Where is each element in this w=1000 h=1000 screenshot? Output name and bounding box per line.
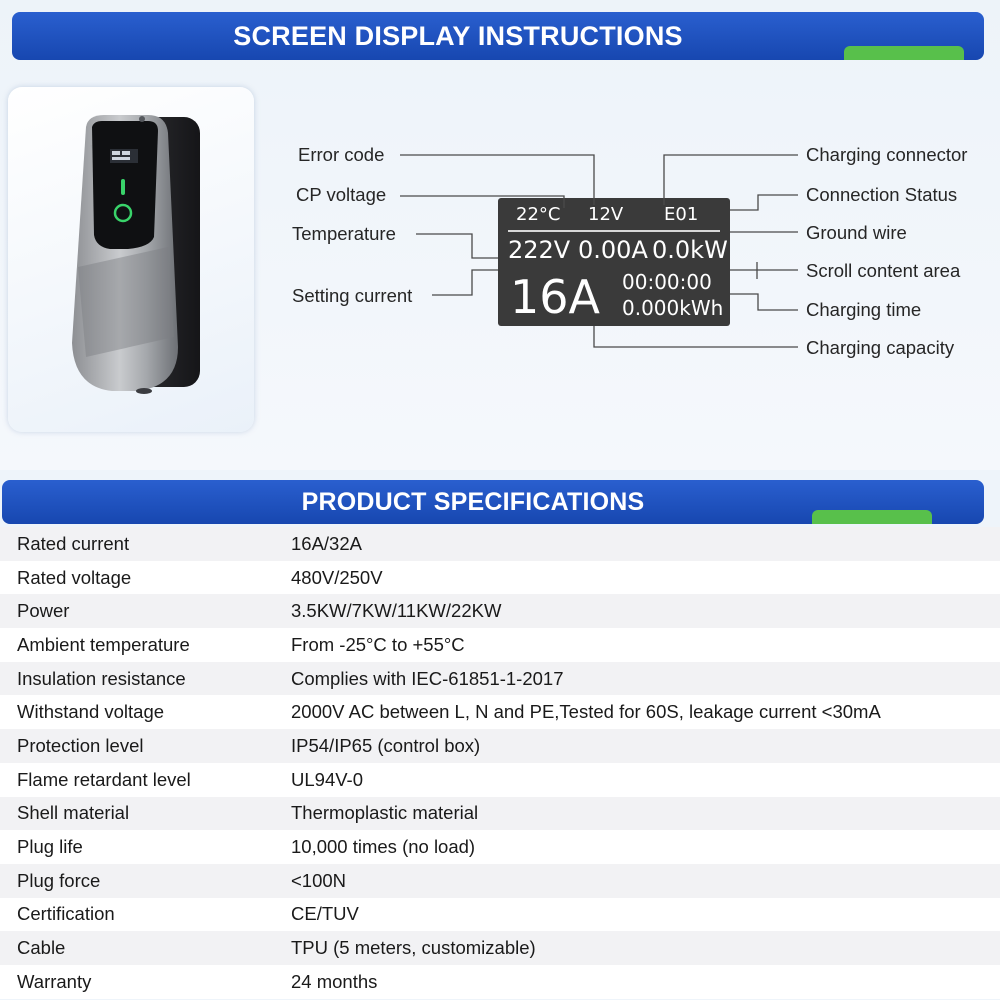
leader-temperature — [416, 234, 498, 258]
callout-cp-voltage: CP voltage — [296, 184, 387, 205]
spec-value: 3.5KW/7KW/11KW/22KW — [291, 600, 502, 622]
leader-charging-connector — [664, 155, 798, 205]
spec-row-shell-material — [0, 797, 1000, 831]
leader-charging-time — [730, 294, 798, 310]
spec-row-cable — [0, 931, 1000, 965]
spec-label: Warranty — [17, 970, 92, 992]
spec-row-rated-current — [0, 527, 1000, 561]
spec-value: Thermoplastic material — [291, 802, 479, 824]
spec-label: Cable — [17, 937, 66, 959]
spec-value: 480V/250V — [291, 566, 383, 588]
spec-label: Certification — [17, 903, 115, 925]
spec-label: Rated voltage — [17, 566, 132, 588]
spec-label: Flame retardant level — [17, 768, 191, 790]
spec-row-warranty — [0, 965, 1000, 999]
spec-row-flame-retardant-level — [0, 763, 1000, 797]
banner-accent-tab — [812, 510, 932, 524]
spec-value: From -25°C to +55°C — [291, 633, 465, 655]
spec-label: Power — [17, 600, 70, 622]
leader-charging-capacity — [594, 326, 798, 347]
lcd-charging-time: 00:00:00 — [622, 270, 712, 294]
lcd-error-code: E01 — [664, 204, 699, 225]
spec-label: Insulation resistance — [17, 667, 186, 689]
spec-row-insulation-resistance — [0, 662, 1000, 696]
spec-label: Protection level — [17, 734, 144, 756]
callout-connection-status: Connection Status — [806, 184, 958, 205]
screen-display-section — [0, 0, 1000, 470]
leader-cp-voltage — [400, 196, 564, 208]
callout-charging-connector: Charging connector — [806, 144, 968, 165]
spec-value: <100N — [291, 869, 347, 891]
spec-label: Plug force — [17, 869, 101, 891]
spec-value: 16A/32A — [291, 532, 362, 554]
callout-ground-wire: Ground wire — [806, 222, 907, 243]
spec-row-power — [0, 594, 1000, 628]
spec-value: 24 months — [291, 970, 378, 992]
callout-charging-time: Charging time — [806, 299, 922, 320]
callout-temperature: Temperature — [292, 223, 396, 244]
callout-setting-current: Setting current — [292, 285, 413, 306]
lcd-temperature: 22°C — [516, 204, 561, 225]
lcd-setting-current: 16A — [510, 270, 601, 324]
lcd-charging-capacity: 0.000kWh — [622, 296, 724, 320]
lcd-voltage: 222V — [508, 236, 571, 264]
spec-row-ambient-temperature — [0, 628, 1000, 662]
specifications-table — [0, 527, 1000, 999]
spec-row-plug-force — [0, 864, 1000, 898]
spec-value: Complies with IEC-61851-1-2017 — [291, 667, 564, 689]
spec-row-protection-level — [0, 729, 1000, 763]
product-specifications-banner — [2, 480, 984, 524]
spec-row-rated-voltage — [0, 561, 1000, 595]
spec-row-plug-life — [0, 830, 1000, 864]
screen-display-title: SCREEN DISPLAY INSTRUCTIONS — [233, 20, 683, 51]
leader-connection-status — [730, 195, 798, 210]
spec-label: Rated current — [17, 532, 130, 554]
spec-row-withstand-voltage — [0, 695, 1000, 729]
spec-value: 2000V AC between L, N and PE,Tested for 60S, leakage current <30mA — [291, 701, 881, 723]
leader-setting-current — [432, 270, 498, 295]
spec-row-certification — [0, 898, 1000, 932]
product-specifications-title: PRODUCT SPECIFICATIONS — [301, 487, 645, 516]
callout-charging-capacity: Charging capacity — [806, 337, 955, 358]
spec-value: TPU (5 meters, customizable) — [291, 937, 536, 959]
leader-error-code — [400, 155, 594, 205]
spec-label: Plug life — [17, 836, 83, 858]
callout-scroll-content-area: Scroll content area — [806, 260, 961, 281]
spec-label: Ambient temperature — [17, 633, 190, 655]
lcd-current: 0.00A — [578, 236, 648, 264]
lcd-cp-voltage: 12V — [588, 204, 624, 225]
spec-value: CE/TUV — [291, 903, 359, 925]
spec-label: Shell material — [17, 802, 130, 824]
spec-value: UL94V-0 — [291, 768, 363, 790]
callout-error-code: Error code — [298, 144, 385, 165]
spec-value: IP54/IP65 (control box) — [291, 734, 481, 756]
spec-label: Withstand voltage — [17, 701, 165, 723]
lcd-power: 0.0kW — [652, 236, 728, 264]
spec-value: 10,000 times (no load) — [291, 836, 476, 858]
